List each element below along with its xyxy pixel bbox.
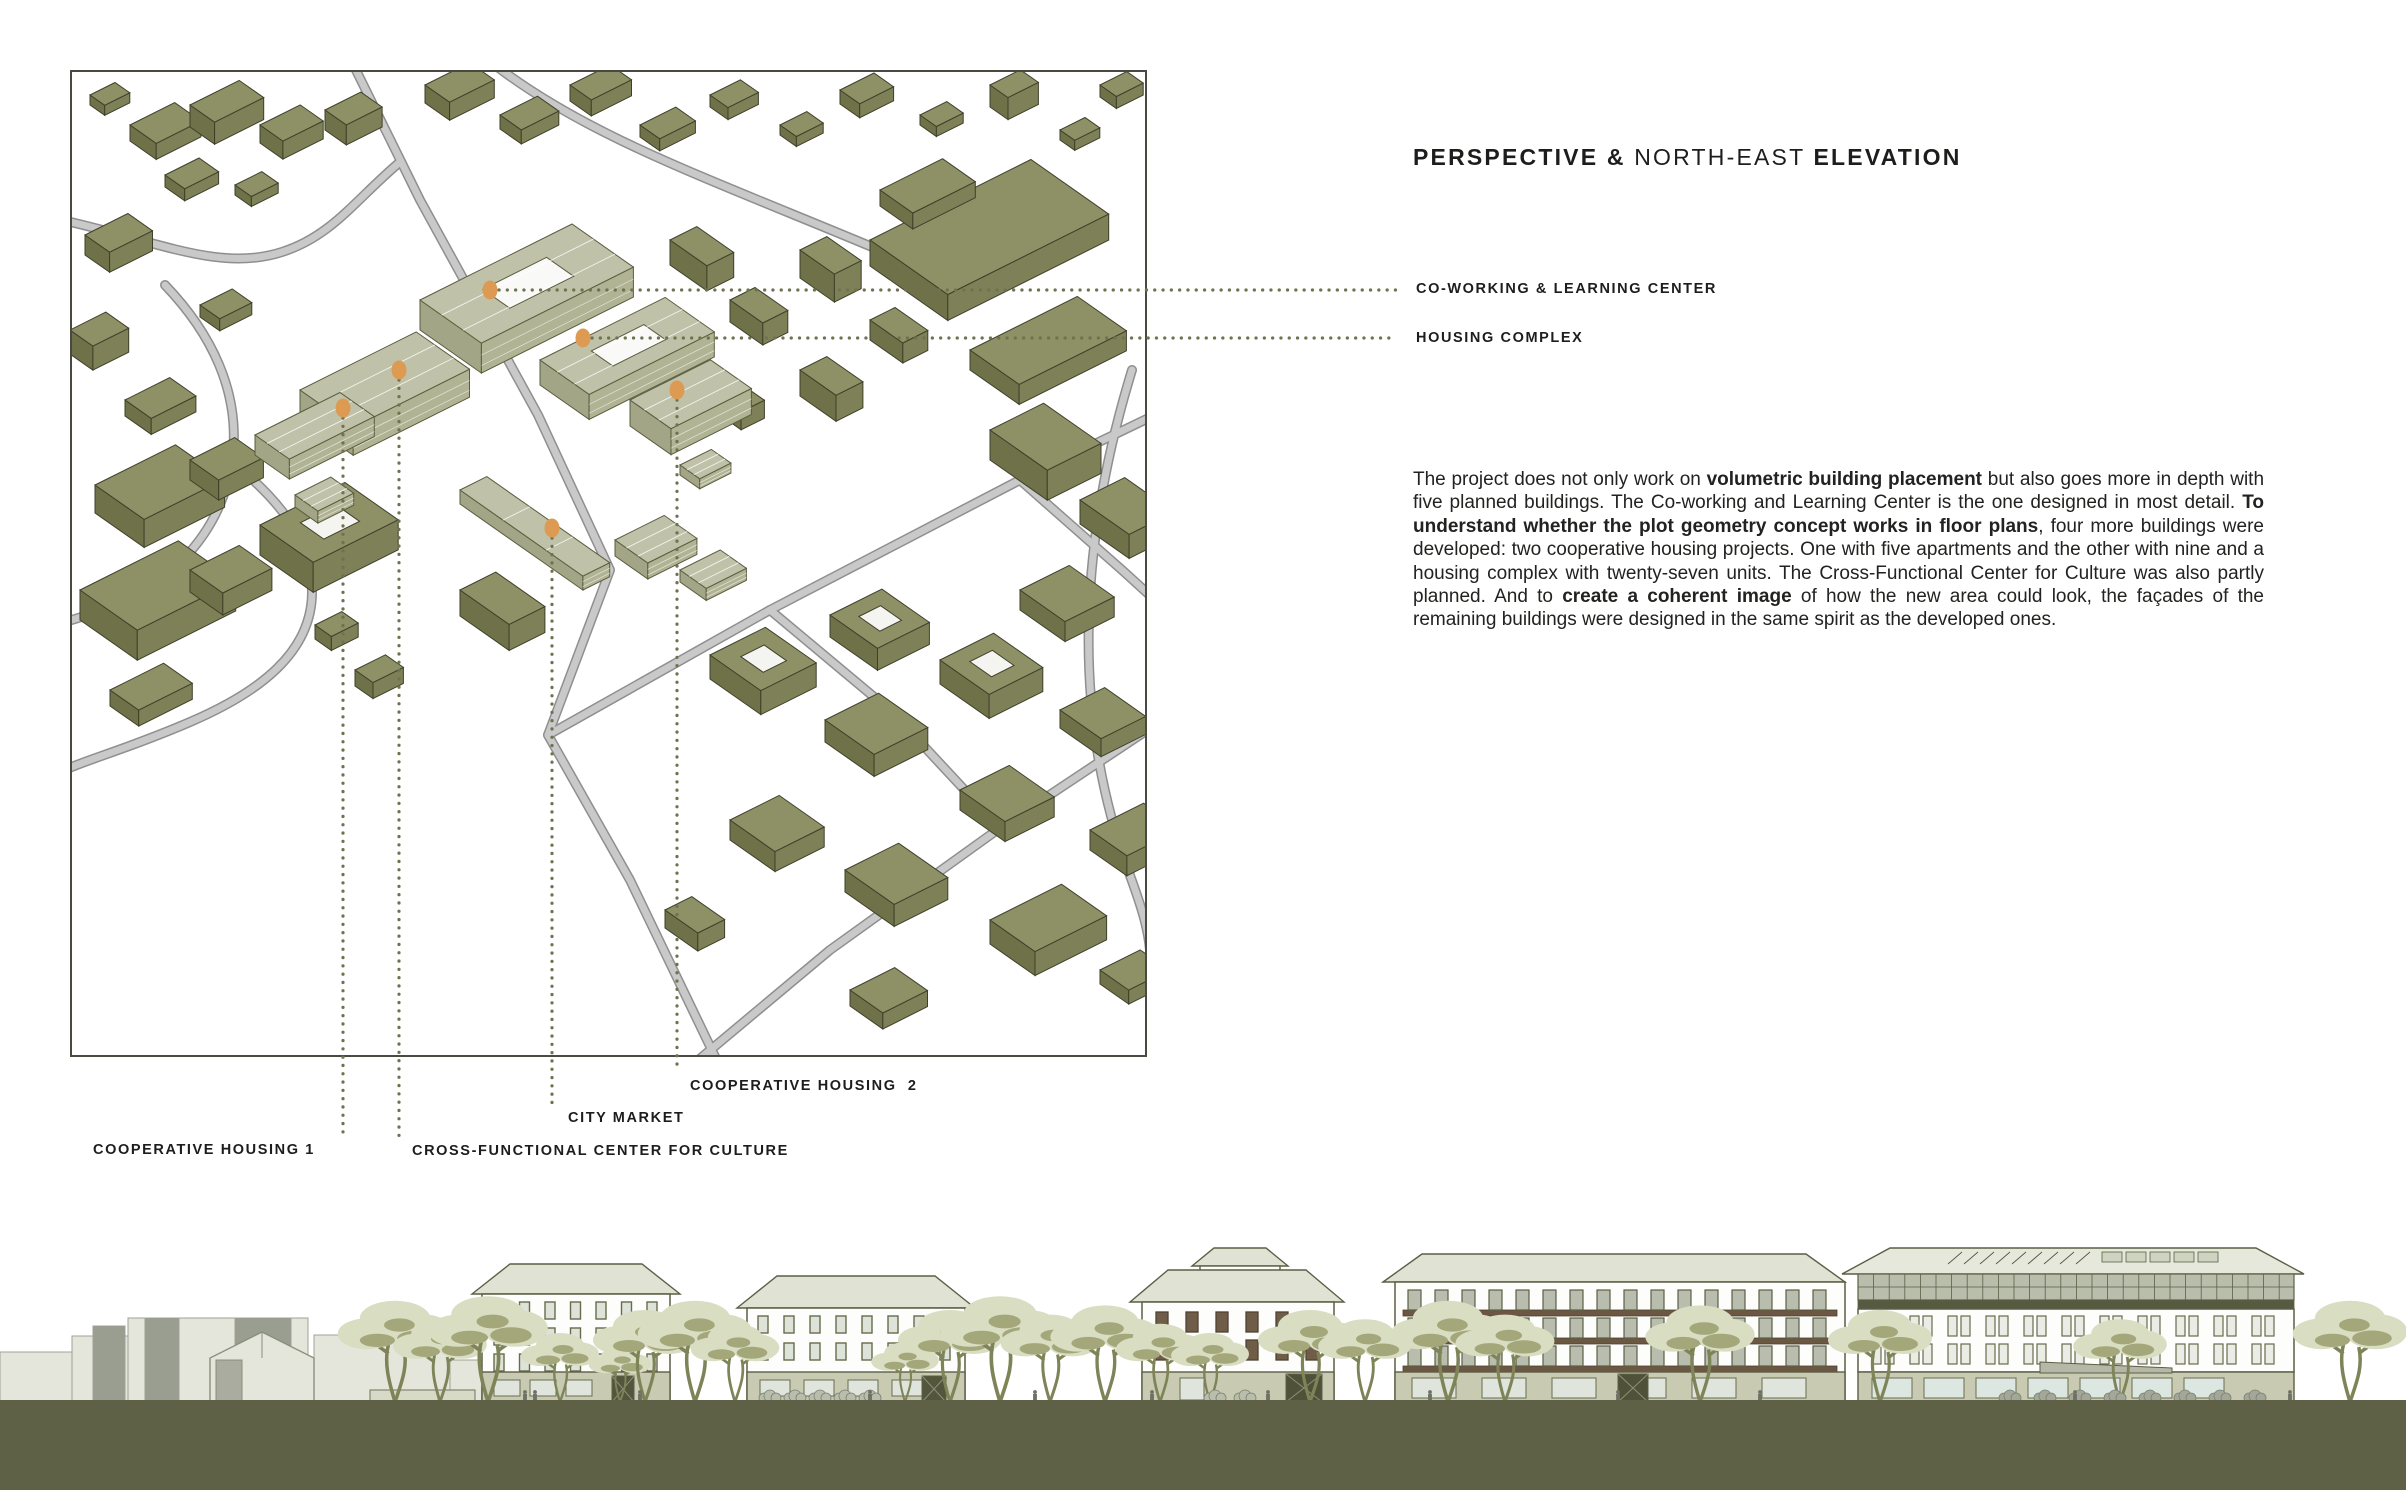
project-description [1413,468,2264,632]
existing-building [830,589,929,670]
existing-building [970,296,1126,404]
planned-building [255,393,374,480]
description-text: , four more buildings were developed: two cooperative housing projects. One with five apartments and the other with nine and a housing complex with twenty-seven units. The Cross-Functional Center for Culture was also partly planned. And to [1413,515,2264,608]
existing-building [840,73,894,118]
existing-building [825,693,928,776]
existing-building [990,70,1038,120]
existing-building [1100,72,1143,109]
existing-building [570,70,632,116]
existing-building [260,105,323,159]
existing-building [1100,950,1147,1004]
existing-building [1090,803,1147,876]
existing-building [190,80,264,144]
existing-building [90,83,130,116]
existing-building [730,795,824,871]
existing-building [920,102,963,137]
existing-building [665,897,725,951]
existing-building [960,765,1054,841]
existing-building [850,968,928,1029]
planned-building [460,477,610,590]
north-east-elevation-drawing [0,1240,2406,1490]
existing-building [780,112,823,147]
existing-building [800,237,861,303]
existing-building [165,158,219,201]
existing-building [125,378,196,435]
callout-cooperative-housing-2: COOPERATIVE HOUSING 2 [690,1078,918,1094]
tree [2293,1301,2406,1402]
existing-building [235,172,278,207]
description-bold: To understand whether the plot geometry concept works in floor plans [1413,492,2264,537]
existing-building [1020,565,1114,641]
callout-cooperative-housing-1: COOPERATIVE HOUSING 1 [93,1142,315,1158]
planned-building [680,449,731,488]
existing-building [355,655,403,699]
elevation-ground [0,1400,2406,1490]
existing-building [1060,688,1146,757]
title-bold-1: PERSPECTIVE & [1413,144,1635,170]
site-plan-map [70,70,1147,1057]
description-text: The project does not only work on [1413,469,1707,490]
existing-building [710,80,758,120]
title-bold-2: ELEVATION [1813,144,1962,170]
existing-building [870,308,928,364]
existing-building [200,289,252,331]
existing-building [940,633,1043,718]
title-regular: NORTH-EAST [1634,144,1814,170]
existing-building [460,572,545,650]
callout-housing-complex: HOUSING COMPLEX [1416,330,1584,346]
description-bold: volumetric building placement [1706,469,1983,490]
existing-building [990,884,1107,975]
existing-building [85,214,153,273]
callout-city-market: CITY MARKET [568,1110,685,1126]
existing-building [730,288,788,346]
existing-building [425,70,494,120]
callout-cross-functional-center: CROSS-FUNCTIONAL CENTER FOR CULTURE [412,1143,789,1159]
existing-building [1060,118,1100,151]
existing-building [670,227,734,291]
existing-building [800,357,863,422]
description-text: of how the new area could look, the façades of the remaining buildings were designed in the same spirit as the developed ones. [1413,586,2265,631]
description-text: but also goes more in depth with five planned buildings. The Co-working and Learning Center is the one designed in most detail. [1413,469,2265,514]
map-content [70,70,1147,1057]
existing-building [70,312,129,370]
callout-coworking-learning-center: CO-WORKING & LEARNING CENTER [1416,281,1717,297]
description-bold: create a coherent image [1562,586,1792,608]
page-title [1413,144,1962,171]
existing-building [640,107,695,151]
existing-building [110,663,192,726]
existing-building [315,612,358,651]
existing-building [845,843,948,926]
elevation-content [0,1248,2406,1490]
